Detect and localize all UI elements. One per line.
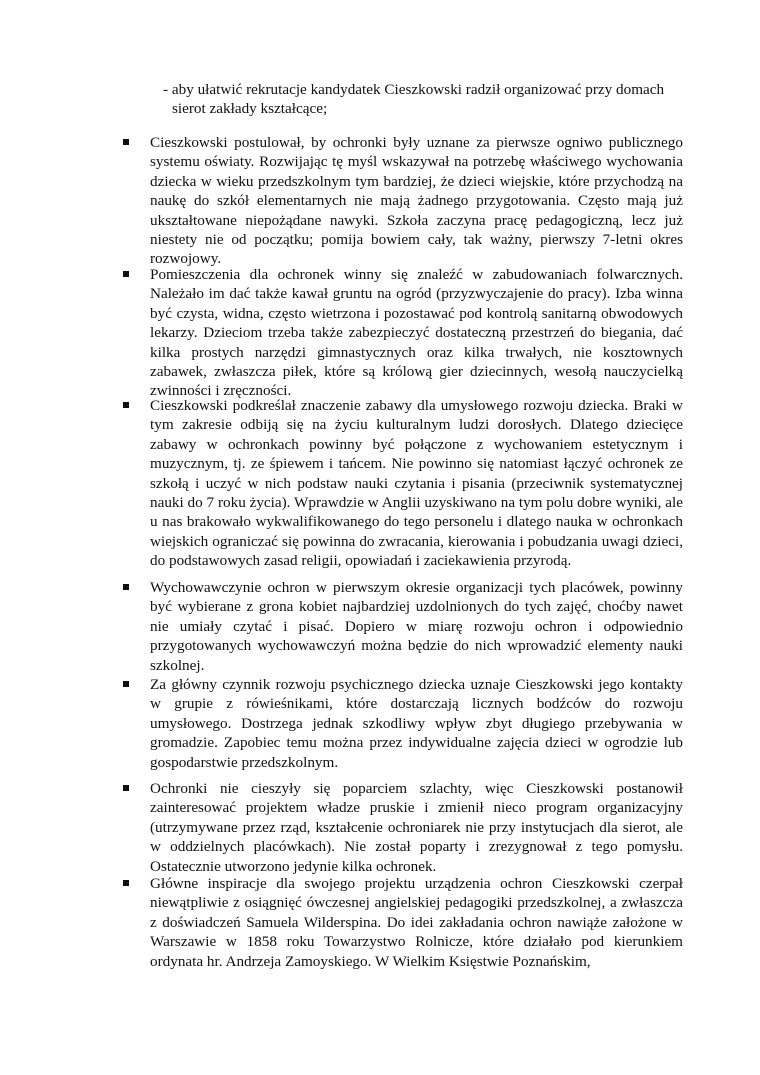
bullet-icon	[123, 402, 129, 408]
bullet-text: Za główny czynnik rozwoju psychicznego dziecka uznaje Cieszkowski jego kontakty w grupie z rówieśnikami, które dostarczają licznych bodźców do rozwoju umysłowego. Dostrzega jednak szkodliwy wpływ zbyt długiego przebywania w gromadzie. Zapobiec temu można przez indywidualne zajęcia dzieci w ogrodzie lub gospodarstwie przedszkolnym.	[150, 676, 683, 771]
bullet-item-6	[123, 779, 683, 876]
bullet-text: Cieszkowski podkreślał znaczenie zabawy dla umysłowego rozwoju dziecka. Braki w tym zakresie odbiją się na życiu kulturalnym ludzi dorosłych. Dlatego dziecięce zabawy w ochronkach powinny być połączone z wychowaniem estetycznym i muzycznym, tj. ze śpiewem i tańcem. Nie powinno się natomiast łączyć ochronek ze szkołą i uczyć w nich podstaw nauki czytania i pisania (przeciwnik systematycznej nauki do 7 roku życia). Wprawdzie w Anglii uzyskiwano na tym polu dobre wyniki, ale u nas brakowało wykwalifikowanego do tego personelu i dlatego nauka w ochronkach wiejskich ograniczać się powinna do zwracania, kierowania i pobudzania uwagi dzieci, do podstawowych zasad religii, opowiadań i zaciekawienia przyrodą.	[150, 397, 683, 570]
bullet-icon	[123, 271, 129, 277]
bullet-text: Pomieszczenia dla ochronek winny się znaleźć w zabudowaniach folwarcznych. Należało im dać także kawał gruntu na ogród (przyzwyczajenie do pracy). Izba winna być czysta, widna, często wietrzona i pozostawać pod kontrolą sanitarną obwodowych lekarzy. Dzieciom trzeba także zabezpieczyć dostateczną przestrzeń do biegania, dać kilka prostych narzędzi gimnastycznych oraz kilka trwałych, nie kosztownych zabawek, zwłaszcza piłek, które są królową gier dziecinnych, wesołą nauczycielką zwinności i zręczności.	[150, 266, 683, 400]
bullet-text: Wychowawczynie ochron w pierwszym okresie organizacji tych placówek, powinny być wybierane z grona kobiet najbardziej uzdolnionych do tych zajęć, choćby nawet nie umiały czytać i pisać. Dopiero w miarę rozwoju ochron i odpowiednio przygotowanych wychowawczyń można będzie do nich wprowadzić elementy nauki szkolnej.	[150, 579, 683, 674]
bullet-text: Ochronki nie cieszyły się poparciem szlachty, więc Cieszkowski postanowił zainteresować projektem władze pruskie i zmienił nieco program organizacyjny (utrzymywane przez rząd, kształcenie ochroniarek nie przy instytucjach dla sierot, ale w oddzielnych placówkach). Nie został poparty i zrezygnował z tego pomysłu. Ostatecznie utworzono jedynie kilka ochronek.	[150, 780, 683, 875]
bullet-item-4	[123, 578, 683, 675]
bullet-icon	[123, 681, 129, 687]
dash-list-item: - aby ułatwić rekrutacje kandydatek Cieszkowski radził organizować przy domach sierot zakłady kształcące;	[163, 81, 665, 118]
bullet-text: Cieszkowski postulował, by ochronki były uznane za pierwsze ogniwo publicznego systemu oświaty. Rozwijając tę myśl wskazywał na potrzebę właściwego wychowania dziecka w wieku przedszkolnym tym bardziej, że dzieci wiejskie, które przychodzą na naukę do szkół elementarnych nie mają żadnego przygotowania. Często mają już ukształtowane niepożądane nawyki. Szkoła zaczyna pracę pedagogiczną, lecz już niestety nie od początku; pomija bowiem cały, tak ważny, pierwszy 7-letni okres rozwojowy.	[150, 134, 683, 268]
bullet-icon	[123, 880, 129, 886]
bullet-icon	[123, 785, 129, 791]
bullet-item-3	[123, 396, 683, 571]
bullet-item-1	[123, 133, 683, 269]
bullet-icon	[123, 139, 129, 145]
bullet-icon	[123, 584, 129, 590]
bullet-item-5	[123, 675, 683, 772]
bullet-text: Główne inspiracje dla swojego projektu urządzenia ochron Cieszkowski czerpał niewątpliwie z osiągnięć ówczesnej angielskiej pedagogiki przedszkolnej, a zwłaszcza z doświadczeń Samuela Wilderspina. Do idei zakładania ochron nawiąże założone w Warszawie w 1858 roku Towarzystwo Rolnicze, które działało pod kierunkiem ordynata hr. Andrzeja Zamoyskiego. W Wielkim Księstwie Poznańskim,	[150, 875, 683, 970]
bullet-item-2	[123, 265, 683, 401]
bullet-item-7	[123, 874, 683, 971]
